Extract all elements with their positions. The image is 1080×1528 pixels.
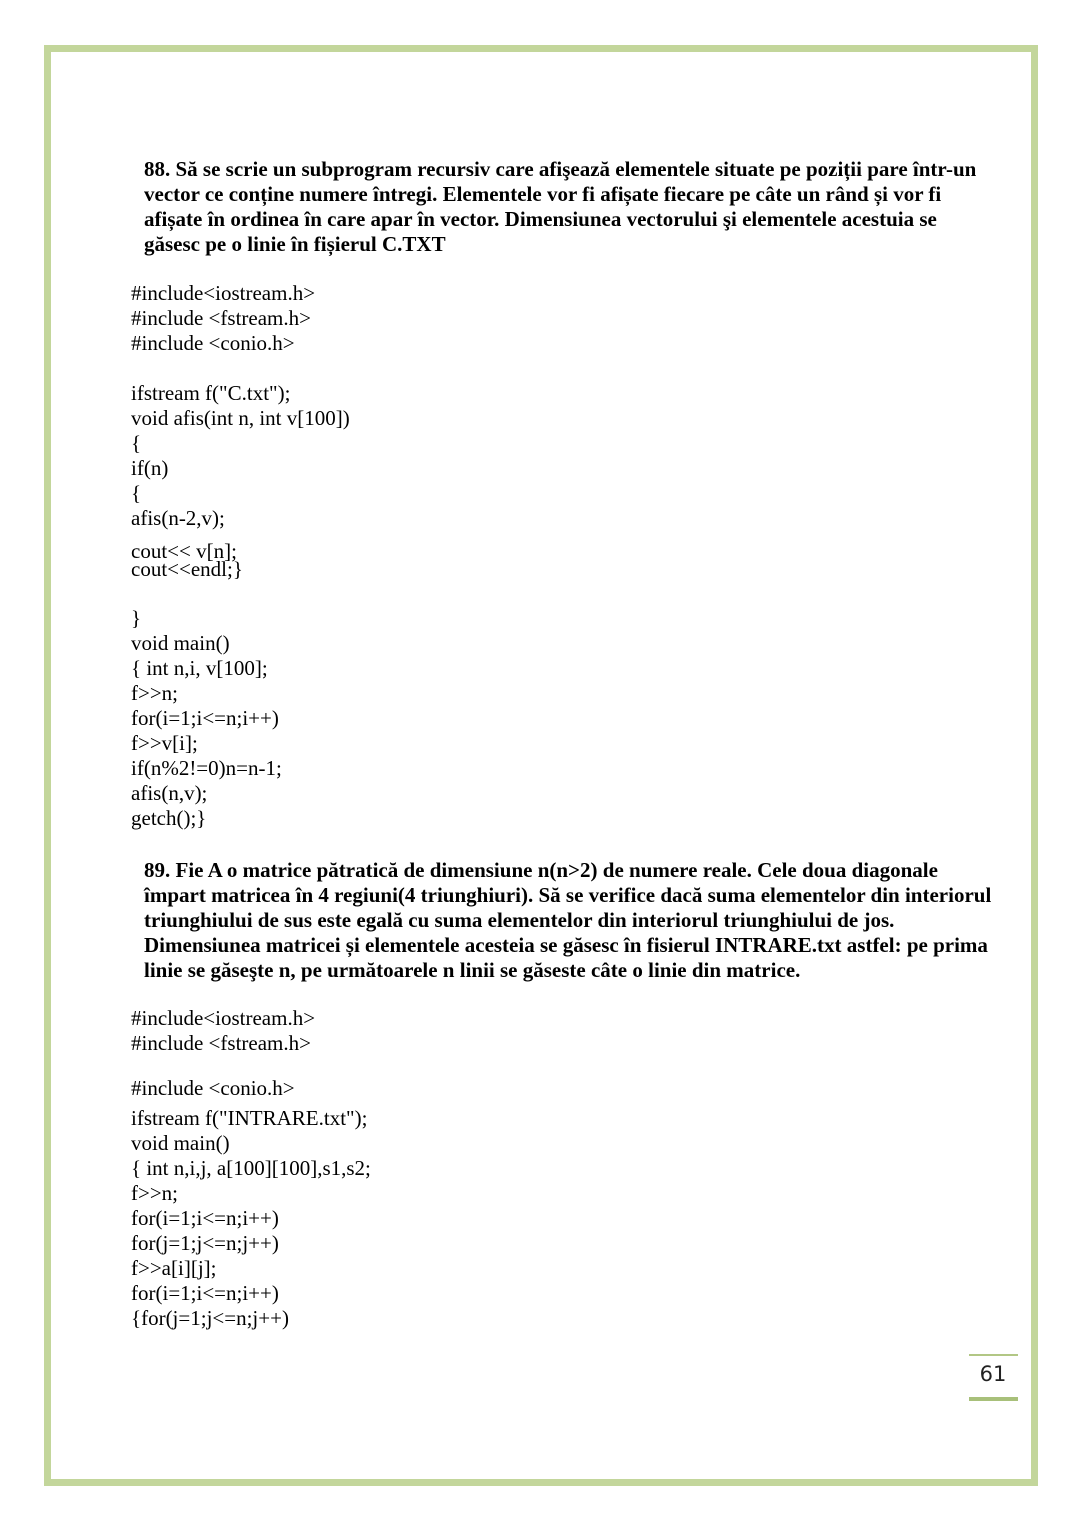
code-line: f>>n; xyxy=(131,681,179,705)
page-number-bottom-rule xyxy=(969,1397,1018,1401)
code-line: if(n%2!=0)n=n-1; xyxy=(131,756,282,780)
code-line: {for(j=1;j<=n;j++) xyxy=(131,1306,289,1330)
statement-line: împart matricea în 4 regiuni(4 triunghiuri). Să se verifice dacă suma elementelor din interiorul xyxy=(144,883,992,907)
statement-line: vector ce conține numere întregi. Elementele vor fi afișate fiecare pe câte un rând și vor fi xyxy=(144,182,942,206)
code-line: for(i=1;i<=n;i++) xyxy=(131,706,279,730)
code-line: { xyxy=(131,431,142,455)
code-line: void main() xyxy=(131,1131,230,1155)
code-line: { int n,i, v[100]; xyxy=(131,656,268,680)
code-line: f>>n; xyxy=(131,1181,179,1205)
code-line: { int n,i,j, a[100][100],s1,s2; xyxy=(131,1156,371,1180)
statement-line: afișate în ordinea în care apar în vector. Dimensiunea vectorului şi elementele acestuia se xyxy=(144,207,937,231)
code-line: #include <fstream.h> xyxy=(131,306,311,330)
code-line: #include <fstream.h> xyxy=(131,1031,311,1055)
statement-line: 89. Fie A o matrice pătratică de dimensiune n(n>2) de numere reale. Cele doua diagonale xyxy=(144,858,938,882)
code-line: cout<< v[n]; xyxy=(131,539,237,563)
code-line: #include <conio.h> xyxy=(131,1076,295,1100)
page-number: 61 xyxy=(979,1362,1007,1386)
code-line: if(n) xyxy=(131,456,169,480)
code-line: afis(n,v); xyxy=(131,781,208,805)
code-line: } xyxy=(131,606,142,630)
code-line: void main() xyxy=(131,631,230,655)
statement-line: linie se găseşte n, pe următoarele n linii se găseste câte o linie din matrice. xyxy=(144,958,801,982)
code-line: for(i=1;i<=n;i++) xyxy=(131,1206,279,1230)
code-line: f>>v[i]; xyxy=(131,731,198,755)
code-line: getch();} xyxy=(131,806,207,830)
statement-line: Dimensiunea matricei și elementele acesteia se găsesc în fisierul INTRARE.txt astfel: pe prima xyxy=(144,933,988,957)
code-line: #include <conio.h> xyxy=(131,331,295,355)
code-line: { xyxy=(131,481,142,505)
code-line: cout<<endl;} xyxy=(131,557,243,581)
page-number-top-rule xyxy=(969,1354,1018,1356)
code-line: ifstream f("INTRARE.txt"); xyxy=(131,1106,368,1130)
code-line: afis(n-2,v); xyxy=(131,506,225,530)
code-line: f>>a[i][j]; xyxy=(131,1256,217,1280)
code-line: for(i=1;i<=n;i++) xyxy=(131,1281,279,1305)
code-line: #include<iostream.h> xyxy=(131,1006,316,1030)
statement-line: găsesc pe o linie în fișierul C.TXT xyxy=(144,232,446,256)
code-line: for(j=1;j<=n;j++) xyxy=(131,1231,279,1255)
code-line: ifstream f("C.txt"); xyxy=(131,381,291,405)
code-line: void afis(int n, int v[100]) xyxy=(131,406,350,430)
statement-line: 88. Să se scrie un subprogram recursiv care afişează elementele situate pe poziții pare într-un xyxy=(144,157,977,181)
statement-line: triunghiului de sus este egală cu suma elementelor din interiorul triunghiului de jos. xyxy=(144,908,895,932)
code-line: #include<iostream.h> xyxy=(131,281,316,305)
